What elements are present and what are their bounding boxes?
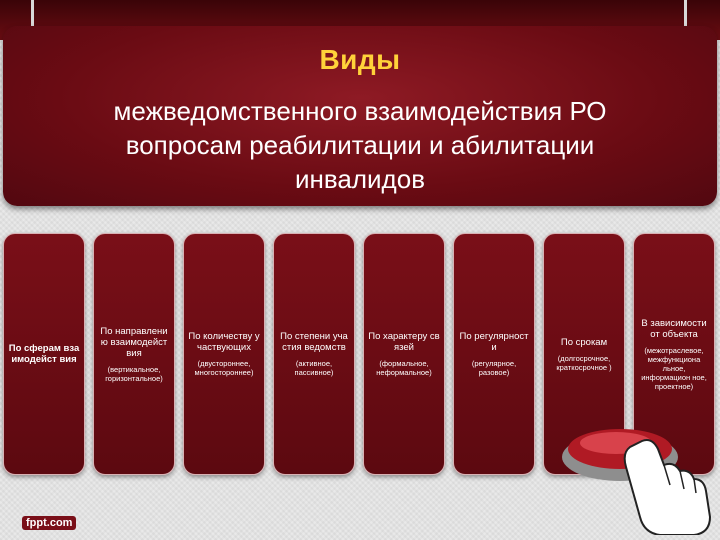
- card-main-text: По количеству участвующих: [188, 331, 260, 353]
- subtitle-line: межведомственного взаимодействия РО: [113, 96, 607, 126]
- hand-pressing-button-icon: [560, 405, 720, 535]
- card-sub-text: (вертикальное, горизонтальное): [105, 364, 163, 383]
- card-main-text: По регулярности: [459, 331, 529, 353]
- card-main-text: По характеру связей: [368, 331, 440, 353]
- card-sub-text: (двустороннее, многостороннее): [194, 359, 254, 377]
- card-sub-text: (формальное, неформальное): [376, 359, 432, 377]
- category-card-links: [363, 233, 445, 475]
- card-main-text: По сферам взаимодейст вия: [8, 343, 80, 365]
- category-card-direction: [93, 233, 175, 475]
- slide-title: Виды: [319, 44, 401, 75]
- card-main-text: В зависимости от объекта: [641, 317, 707, 340]
- card-sub-text: (регулярное, разовое): [471, 359, 517, 377]
- category-card-participants: [183, 233, 265, 475]
- slide-subtitle: [30, 94, 690, 196]
- subtitle-line: инвалидов: [295, 164, 425, 194]
- card-main-text: По направлению взаимодейст вия: [100, 325, 168, 359]
- card-sub-text: (активное, пассивное): [294, 359, 334, 377]
- fppt-logo: fppt.com: [22, 516, 76, 530]
- card-sub-text: (долгосрочное, краткосрочное ): [556, 353, 612, 372]
- subtitle-line: вопросам реабилитации и абилитации: [125, 130, 595, 160]
- card-main-text: По степени участия ведомств: [280, 331, 348, 353]
- category-card-regularity: [453, 233, 535, 475]
- category-card-spheres: [3, 233, 85, 475]
- category-card-participation-degree: [273, 233, 355, 475]
- card-sub-text: (межотраслевое, межфункциона льное, информацион ное, проектное): [641, 345, 707, 391]
- card-main-text: По срокам: [560, 336, 608, 348]
